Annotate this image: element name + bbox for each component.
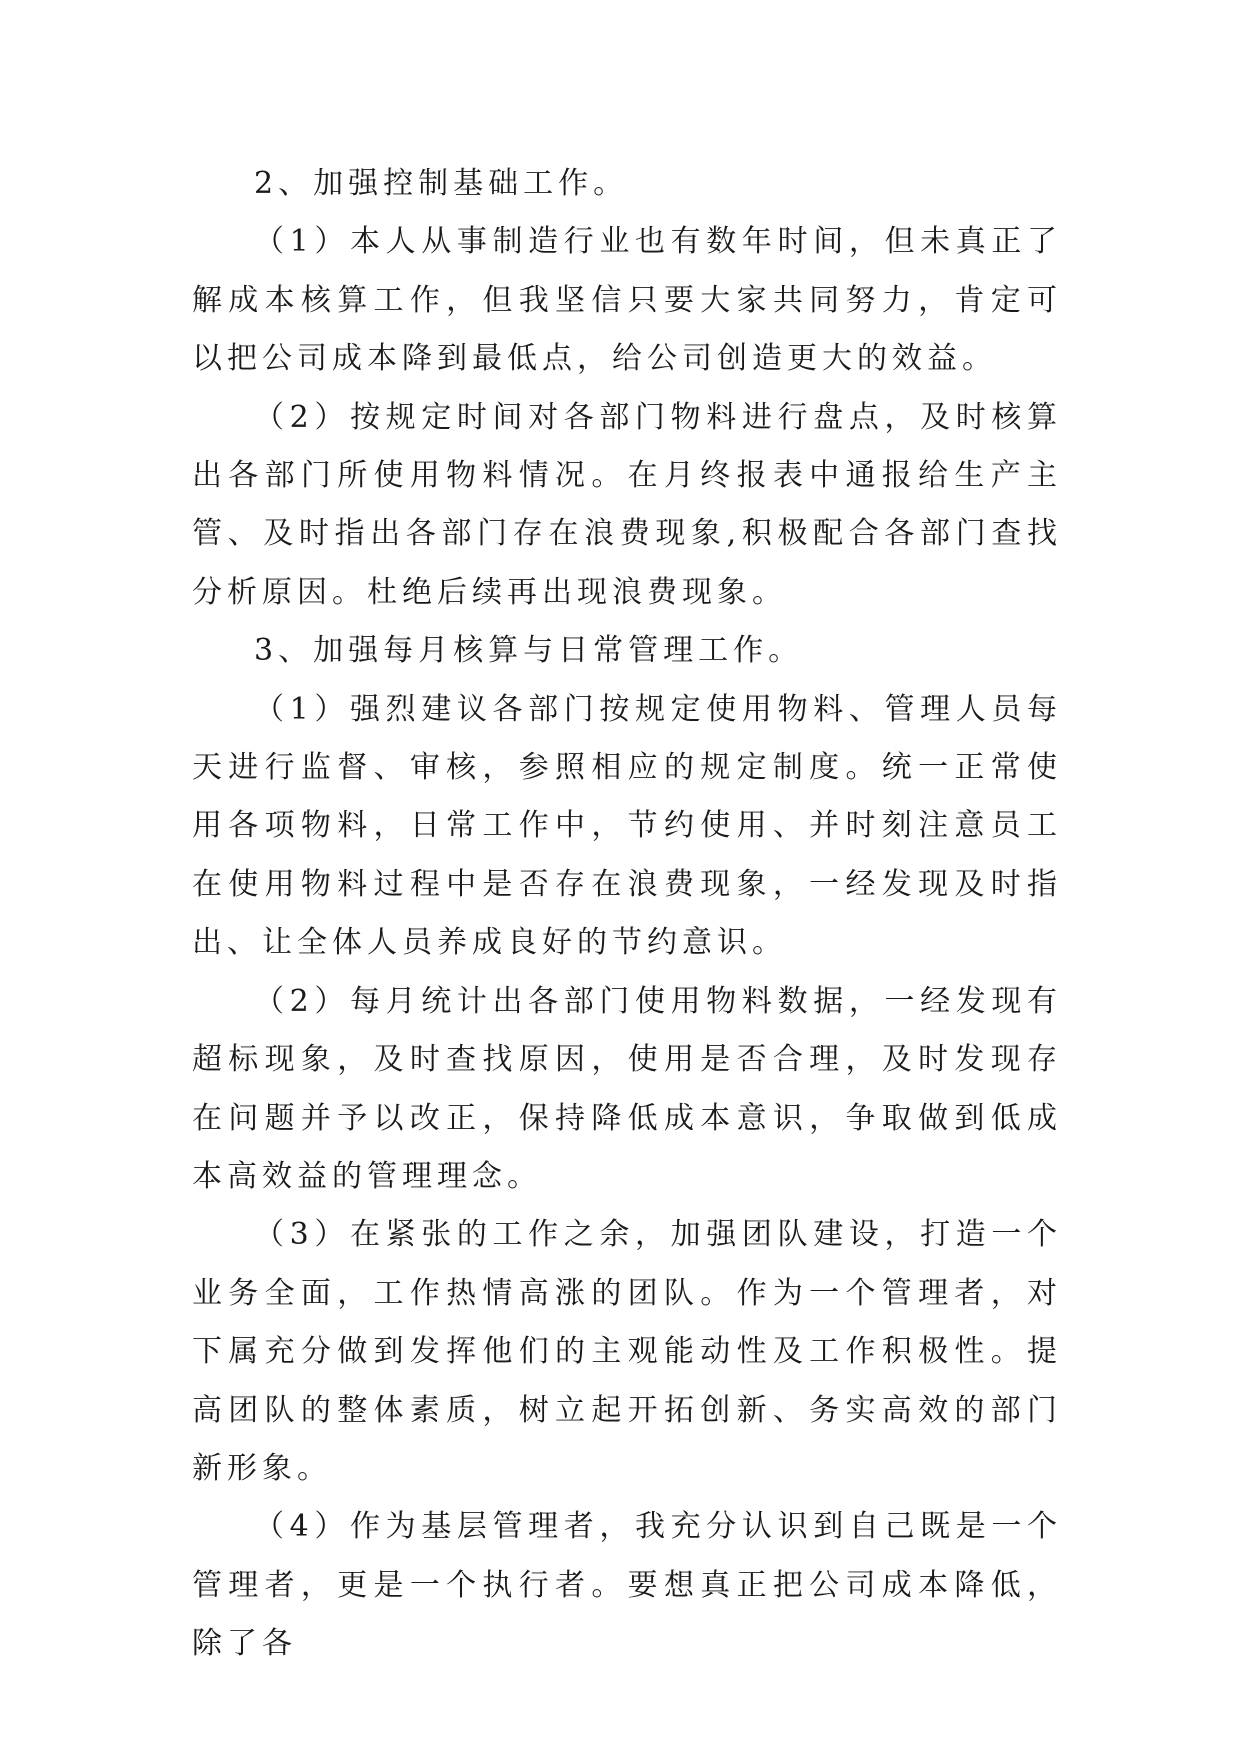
section-heading-3: 3、加强每月核算与日常管理工作。 [254, 633, 804, 669]
document-body [192, 155, 1062, 1674]
paragraph-3-4: （4）作为基层管理者，我充分认识到自己既是一个管理者，更是一个执行者。要想真正把公司成本降低，除了各 [192, 1509, 1062, 1662]
paragraph-3-2: （2）每月统计出各部门使用物料数据，一经发现有超标现象，及时查找原因，使用是否合理，及时发现存在问题并予以改正，保持降低成本意识，争取做到低成本高效益的管理理念。 [192, 983, 1062, 1194]
paragraph-3-1: （1）强烈建议各部门按规定使用物料、管理人员每天进行监督、审核，参照相应的规定制度。统一正常使用各项物料，日常工作中，节约使用、并时刻注意员工在使用物料过程中是否存在浪费现象，一经发现及时指出、让全体人员养成良好的节约意识。 [192, 691, 1062, 961]
paragraph-2-1: （1）本人从事制造行业也有数年时间，但未真正了解成本核算工作，但我坚信只要大家共同努力，肯定可以把公司成本降到最低点，给公司创造更大的效益。 [192, 224, 1062, 377]
paragraph-2-2: （2）按规定时间对各部门物料进行盘点，及时核算出各部门所使用物料情况。在月终报表中通报给生产主管、及时指出各部门存在浪费现象,积极配合各部门查找分析原因。杜绝后续再出现浪费现象。 [192, 399, 1062, 610]
paragraph-3-3: （3）在紧张的工作之余，加强团队建设，打造一个业务全面，工作热情高涨的团队。作为一个管理者，对下属充分做到发挥他们的主观能动性及工作积极性。提高团队的整体素质，树立起开拓创新、务实高效的部门新形象。 [192, 1217, 1062, 1486]
section-heading-2: 2、加强控制基础工作。 [254, 166, 629, 201]
